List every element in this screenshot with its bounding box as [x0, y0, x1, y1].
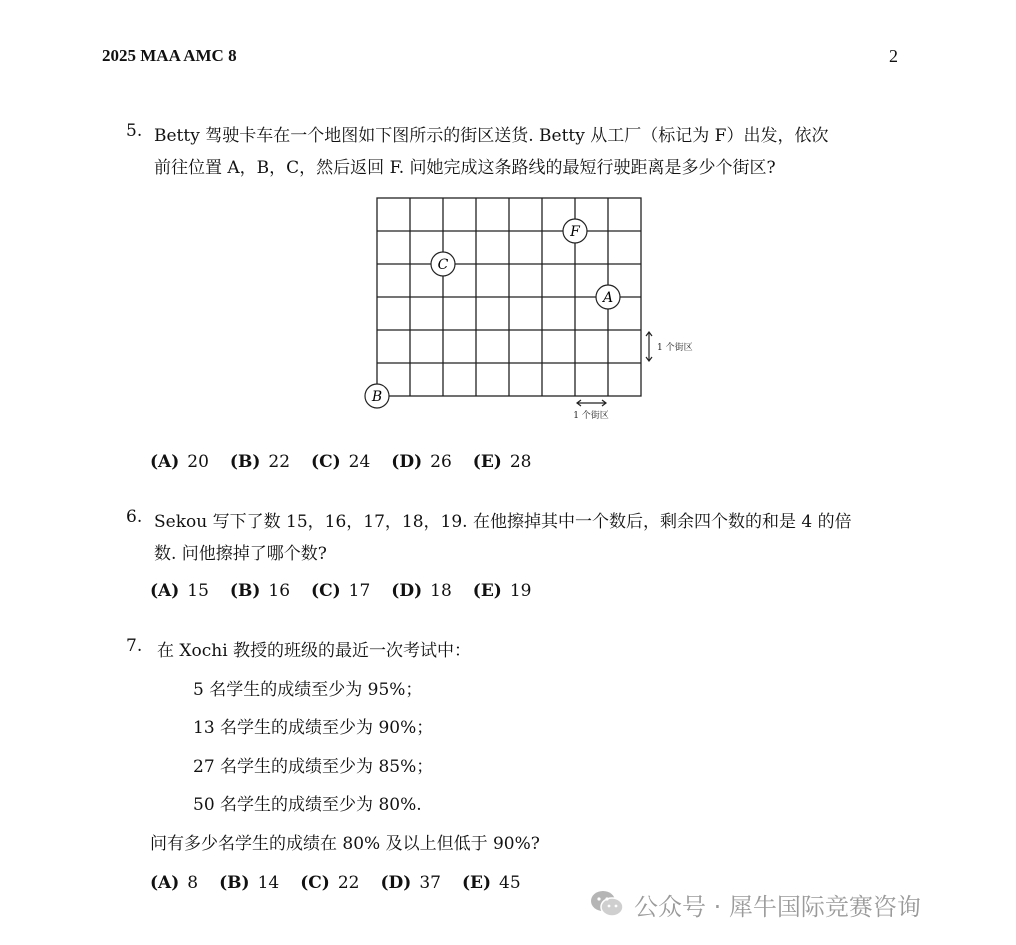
q6-choice-d[interactable]: (D) 18	[391, 581, 452, 601]
horizontal-scale-label: 1 个街区	[573, 411, 609, 421]
question-6-text-line2: 数. 问他擦掉了哪个数?	[154, 544, 327, 564]
question-7-item: 50 名学生的成绩至少为 80%.	[193, 795, 422, 815]
location-marker-f	[563, 219, 587, 243]
q5-choice-d[interactable]: (D) 26	[391, 452, 452, 472]
watermark-text: 公众号 · 犀牛国际竞赛咨询	[634, 892, 921, 921]
question-5-number: 5.	[126, 121, 143, 141]
q5-choice-a[interactable]: (A) 20	[150, 452, 209, 472]
q5-choice-b[interactable]: (B) 22	[229, 452, 291, 472]
question-7-choices	[150, 873, 542, 893]
question-6-choices	[150, 581, 552, 601]
vertical-scale-arrow	[646, 332, 652, 361]
horizontal-scale-arrow	[577, 400, 606, 406]
question-7-intro: 在 Xochi 教授的班级的最近一次考试中：	[157, 641, 472, 661]
location-marker-a	[596, 285, 620, 309]
question-5-choices	[150, 452, 552, 472]
question-7-item: 27 名学生的成绩至少为 85%；	[193, 757, 434, 777]
q7-choice-b[interactable]: (B) 14	[219, 873, 280, 893]
svg-text:F: F	[570, 224, 580, 240]
question-6-number: 6.	[126, 507, 143, 527]
question-5-street-map	[358, 190, 698, 430]
question-7-item: 5 名学生的成绩至少为 95%；	[193, 680, 423, 700]
question-7-item: 13 名学生的成绩至少为 90%；	[193, 718, 434, 738]
vertical-scale-label: 1 个街区	[657, 343, 693, 353]
question-7-question: 问有多少名学生的成绩在 80% 及以上但低于 90%?	[150, 834, 540, 854]
q6-choice-e[interactable]: (E) 19	[472, 581, 532, 601]
q6-choice-c[interactable]: (C) 17	[311, 581, 371, 601]
wechat-icon	[590, 889, 624, 919]
q6-choice-a[interactable]: (A) 15	[150, 581, 209, 601]
q7-choice-e[interactable]: (E) 45	[461, 873, 521, 893]
question-7-number: 7.	[126, 636, 143, 656]
question-6-text-line1: Sekou 写下了数 15，16，17，18，19. 在他擦掉其中一个数后，剩余四个数的和是 4 的倍	[154, 512, 852, 532]
svg-text:C: C	[437, 257, 449, 273]
street-grid-figure	[358, 190, 698, 430]
question-5-text-line1: Betty 驾驶卡车在一个地图如下图所示的街区送货. Betty 从工厂（标记为 F）出发，依次	[154, 126, 829, 146]
q7-choice-a[interactable]: (A) 8	[150, 873, 199, 893]
page-number: 2	[889, 46, 898, 66]
q5-choice-e[interactable]: (E) 28	[472, 452, 532, 472]
page-header-title: 2025 MAA AMC 8	[102, 46, 237, 65]
question-5-text-line2: 前往位置 A，B，C，然后返回 F. 问她完成这条路线的最短行驶距离是多少个街区?	[154, 158, 776, 178]
svg-text:A: A	[602, 290, 614, 306]
q7-choice-d[interactable]: (D) 37	[380, 873, 441, 893]
q5-choice-c[interactable]: (C) 24	[311, 452, 371, 472]
q7-choice-c[interactable]: (C) 22	[300, 873, 360, 893]
location-marker-b	[365, 384, 389, 408]
svg-text:B: B	[371, 389, 383, 405]
q6-choice-b[interactable]: (B) 16	[229, 581, 291, 601]
location-marker-c	[431, 252, 455, 276]
wechat-watermark	[590, 884, 921, 924]
